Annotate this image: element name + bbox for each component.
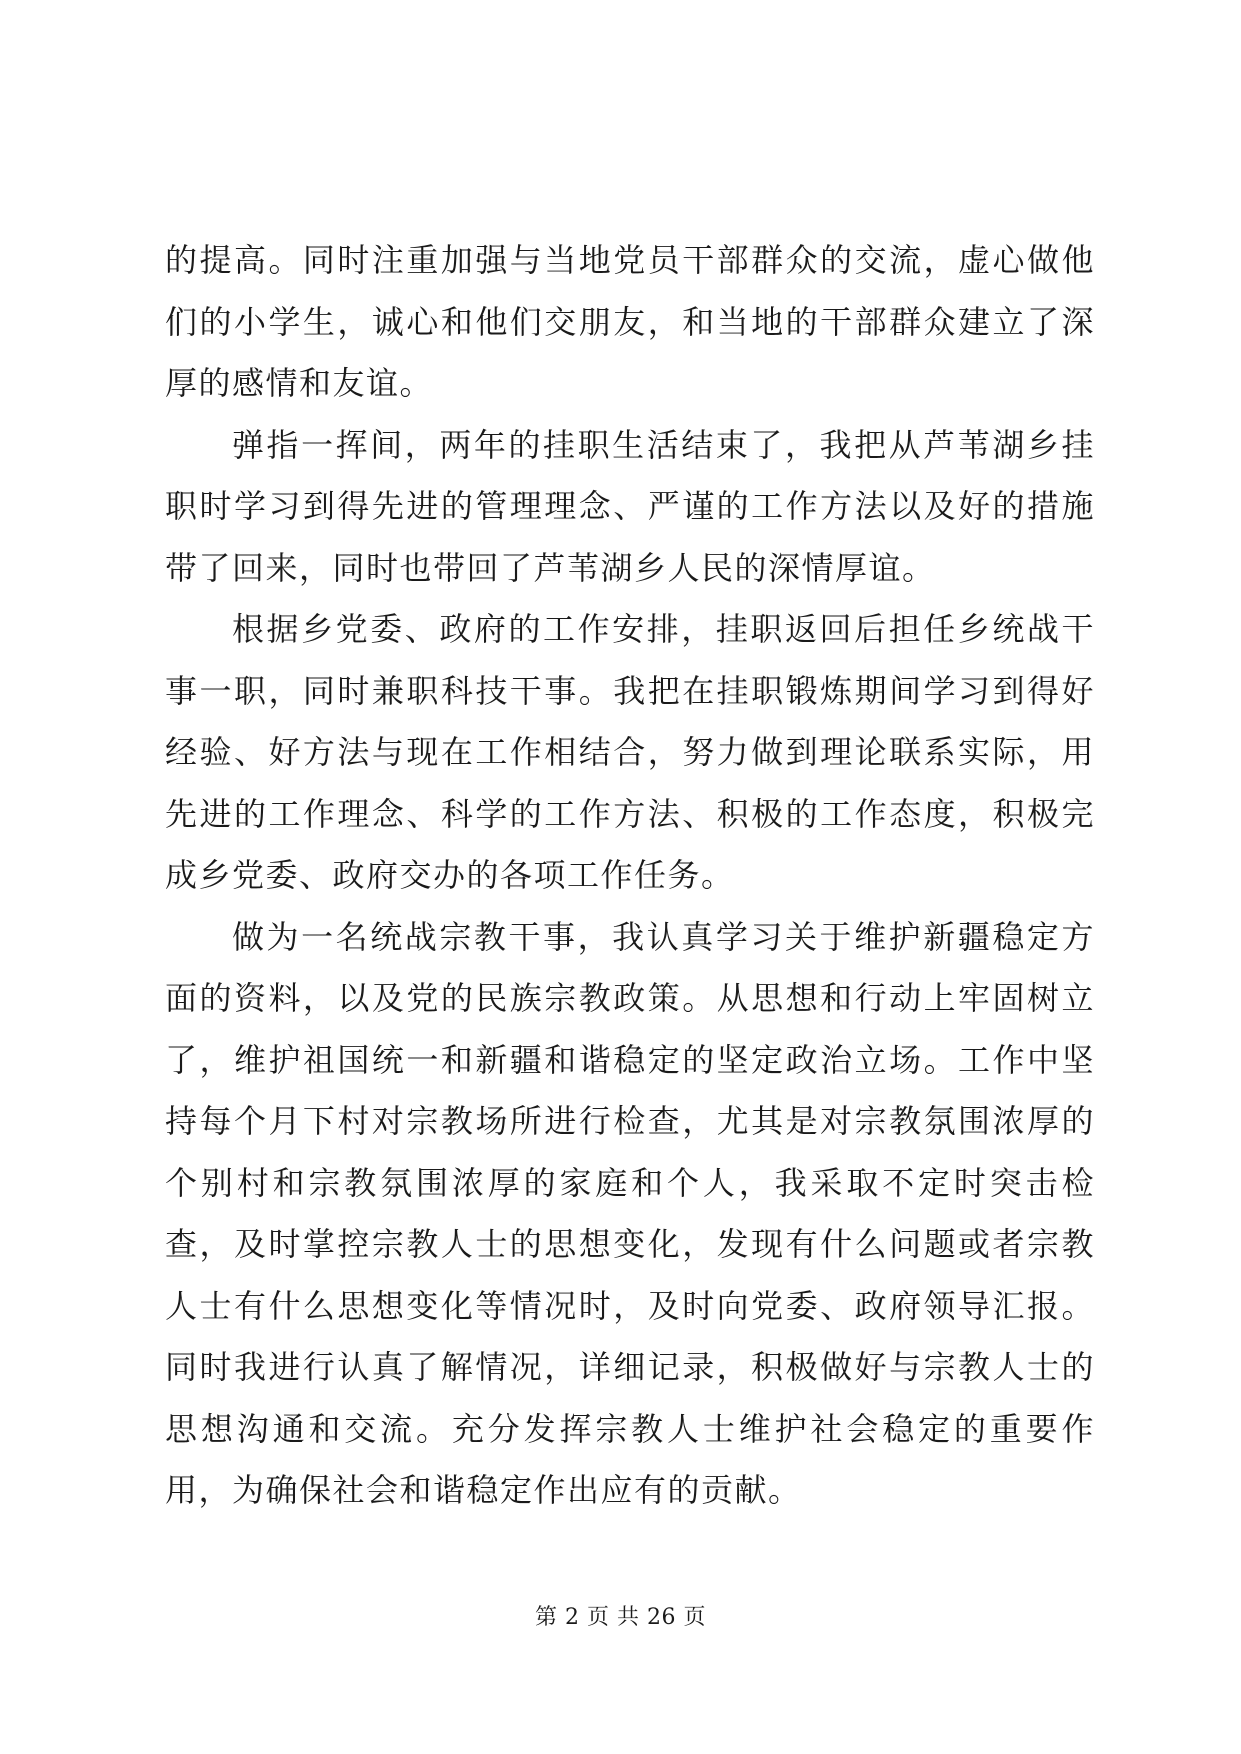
document-body (165, 230, 1095, 1522)
paragraph-religious-affairs: 做为一名统战宗教干事，我认真学习关于维护新疆稳定方面的资料，以及党的民族宗教政策。从思想和行动上牢固树立了，维护祖国统一和新疆和谐稳定的坚定政治立场。工作中坚持每个月下村对宗教场所进行检查，尤其是对宗教氛围浓厚的个别村和宗教氛围浓厚的家庭和个人，我采取不定时突击检查，及时掌控宗教人士的思想变化，发现有什么问题或者宗教人士有什么思想变化等情况时，及时向党委、政府领导汇报。同时我进行认真了解情况，详细记录，积极做好与宗教人士的思想沟通和交流。充分发挥宗教人士维护社会稳定的重要作用，为确保社会和谐稳定作出应有的贡献。 (165, 917, 1095, 1509)
paragraph-work-arrangement: 根据乡党委、政府的工作安排，挂职返回后担任乡统战干事一职，同时兼职科技干事。我把在挂职锻炼期间学习到得好经验、好方法与现在工作相结合，努力做到理论联系实际，用先进的工作理念、科学的工作方法、积极的工作态度，积极完成乡党委、政府交办的各项工作任务。 (165, 610, 1095, 894)
page-footer: 第 2 页 共 26 页 (535, 1605, 706, 1630)
paragraph-continuation: 的提高。同时注重加强与当地党员干部群众的交流，虚心做他们的小学生，诚心和他们交朋友，和当地的干部群众建立了深厚的感情和友谊。 (165, 241, 1095, 402)
paragraph-return-from-post: 弹指一挥间，两年的挂职生活结束了，我把从芦苇湖乡挂职时学习到得先进的管理理念、严谨的工作方法以及好的措施带了回来，同时也带回了芦苇湖乡人民的深情厚谊。 (165, 425, 1095, 587)
